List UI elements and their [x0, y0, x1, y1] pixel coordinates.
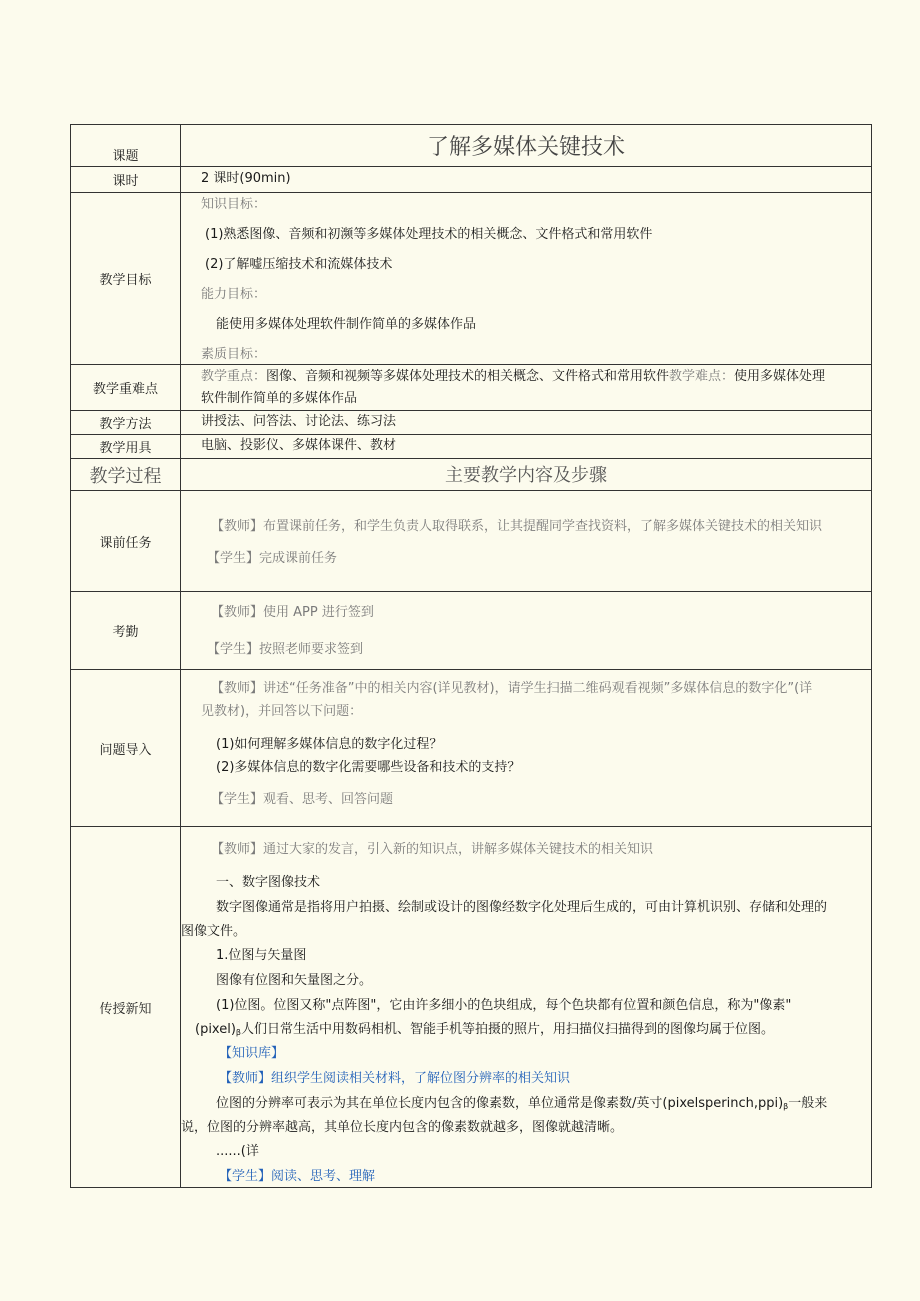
intro-cell — [181, 670, 871, 826]
difficulty-heading: 教学难点： — [669, 369, 735, 384]
label-intro: 问题导入 — [71, 670, 181, 826]
keypoints-line-1 — [201, 368, 825, 386]
knowledge-goal-heading: 知识目标： — [201, 197, 267, 212]
attendance-student: 【学生】按照老师要求签到 — [207, 642, 364, 657]
goals-cell — [181, 193, 871, 364]
row-attendance — [70, 591, 872, 669]
ability-goal-1: 能使用多媒体处理软件制作简单的多媒体作品 — [216, 317, 477, 332]
intro-question-1: (1)如何理解多媒体信息的数字化过程？ — [216, 737, 443, 752]
label-pretask: 课前任务 — [71, 491, 181, 591]
teach-cell — [181, 827, 871, 1187]
pretask-student: 【学生】完成课前任务 — [207, 551, 338, 566]
ability-goal-heading: 能力目标： — [201, 287, 267, 302]
intro-student: 【学生】观看、思考、回答问题 — [211, 792, 394, 807]
knowledge-goal-1: (1)熟悉图像、音频和初濒等多媒体处理技术的相关概念、文件格式和常用软件 — [205, 227, 653, 242]
knowledge-base-tag: 【知识库】 — [219, 1046, 285, 1061]
label-hours: 课时 — [71, 167, 181, 192]
para-3b — [195, 1021, 774, 1042]
intro-teacher-1: 【教师】讲述“任务准备”中的相关内容(详见教材)，请学生扫描二维码观看视频”多媒体信息的数字化”(详 — [211, 681, 813, 696]
para-3b-post: 人们日常生活中用数码相机、智能手机等拍摄的照片，用扫描仪扫描得到的图像均属于位图。 — [241, 1022, 775, 1037]
teach-teacher-2: 【教师】组织学生阅读相关材料，了解位图分辨率的相关知识 — [219, 1071, 571, 1086]
hours-value: 2 课时(90min) — [201, 171, 291, 186]
difficulty-text: 使用多媒体处理 — [734, 369, 826, 384]
label-methods: 教学方法 — [71, 411, 181, 434]
attendance-cell — [181, 592, 871, 669]
key-heading: 教学重点： — [201, 369, 267, 384]
row-keypoints — [70, 364, 872, 410]
row-hours — [70, 166, 872, 192]
tools-cell — [181, 435, 871, 458]
label-goals: 教学目标 — [71, 193, 181, 364]
para-4b: 说，位图的分辨率越高，其单位长度内包含的像素数就越多，图像就越清晰。 — [181, 1120, 624, 1135]
teach-student: 【学生】阅读、思考、理解 — [219, 1169, 376, 1184]
para-1a: 数字图像通常是指将用户拍摄、绘制或设计的图像经数字化处理后生成的，可由计算机识别、存储和处理的 — [216, 900, 828, 915]
row-topic — [70, 124, 872, 166]
label-topic: 课题 — [71, 125, 181, 166]
process-header-cell — [181, 459, 871, 490]
keypoints-line-2: 软件制作简单的多媒体作品 — [201, 391, 358, 406]
row-methods — [70, 410, 872, 434]
para-2: 图像有位图和矢量图之分。 — [216, 973, 373, 988]
row-goals — [70, 192, 872, 364]
para-1b: 图像文件。 — [181, 924, 247, 939]
section-heading-1: 一、数字图像技术 — [216, 875, 321, 890]
para-4a-sub: β — [783, 1102, 789, 1111]
teach-teacher: 【教师】通过大家的发言，引入新的知识点，讲解多媒体关键技术的相关知识 — [211, 842, 654, 857]
tools-value: 电脑、投影仪、多媒体课件、教材 — [201, 438, 397, 453]
key-text: 图像、音频和视频等多媒体处理技术的相关概念、文件格式和常用软件 — [266, 369, 670, 384]
knowledge-goal-2: (2)了解嘘压缩技术和流媒体技术 — [205, 257, 393, 272]
methods-value: 讲授法、问答法、讨论法、练习法 — [201, 414, 397, 429]
pretask-cell — [181, 491, 871, 591]
topic-cell — [181, 125, 871, 166]
row-tools — [70, 434, 872, 458]
para-3b-sub: β — [235, 1028, 242, 1037]
para-4a — [216, 1095, 827, 1116]
label-keypoints: 教学重难点 — [71, 365, 181, 410]
attendance-teacher: 【教师】使用 APP 进行签到 — [211, 605, 374, 620]
label-attendance: 考勤 — [71, 592, 181, 669]
hours-cell — [181, 167, 871, 192]
label-tools: 教学用具 — [71, 435, 181, 458]
para-4a-post: 一般来 — [788, 1096, 828, 1111]
quality-goal-heading: 素质目标： — [201, 347, 267, 362]
label-teach: 传授新知 — [71, 827, 181, 1187]
para-more: ......(详 — [216, 1144, 259, 1159]
row-intro — [70, 669, 872, 826]
intro-teacher-2: 见教材)，并回答以下问题： — [201, 704, 363, 719]
para-4a-pre: 位图的分辨率可表示为其在单位长度内包含的像素数，单位通常是像素数/英寸(pixelsperinch,ppi) — [216, 1096, 784, 1111]
row-teach — [70, 826, 872, 1188]
keypoints-cell — [181, 365, 871, 410]
row-pretask — [70, 490, 872, 591]
row-process-header — [70, 458, 872, 490]
section-heading-2: 1.位图与矢量图 — [216, 948, 307, 963]
para-3a: (1)位图。位图又称"点阵图"，它由许多细小的色块组成，每个色块都有位置和颜色信息，称为"像素" — [216, 998, 792, 1013]
intro-question-2: (2)多媒体信息的数字化需要哪些设备和技术的支持？ — [216, 760, 521, 775]
pretask-teacher: 【教师】布置课前任务，和学生负责人取得联系，让其提醒同学查找资料，了解多媒体关键技术的相关知识 — [211, 519, 823, 534]
lesson-plan-table — [70, 124, 872, 1188]
methods-cell — [181, 411, 871, 434]
para-3b-pre: (pixel) — [195, 1022, 236, 1037]
process-header: 主要教学内容及步骤 — [445, 465, 607, 486]
lesson-title: 了解多媒体关键技术 — [426, 135, 625, 160]
label-process: 教学过程 — [71, 459, 181, 490]
